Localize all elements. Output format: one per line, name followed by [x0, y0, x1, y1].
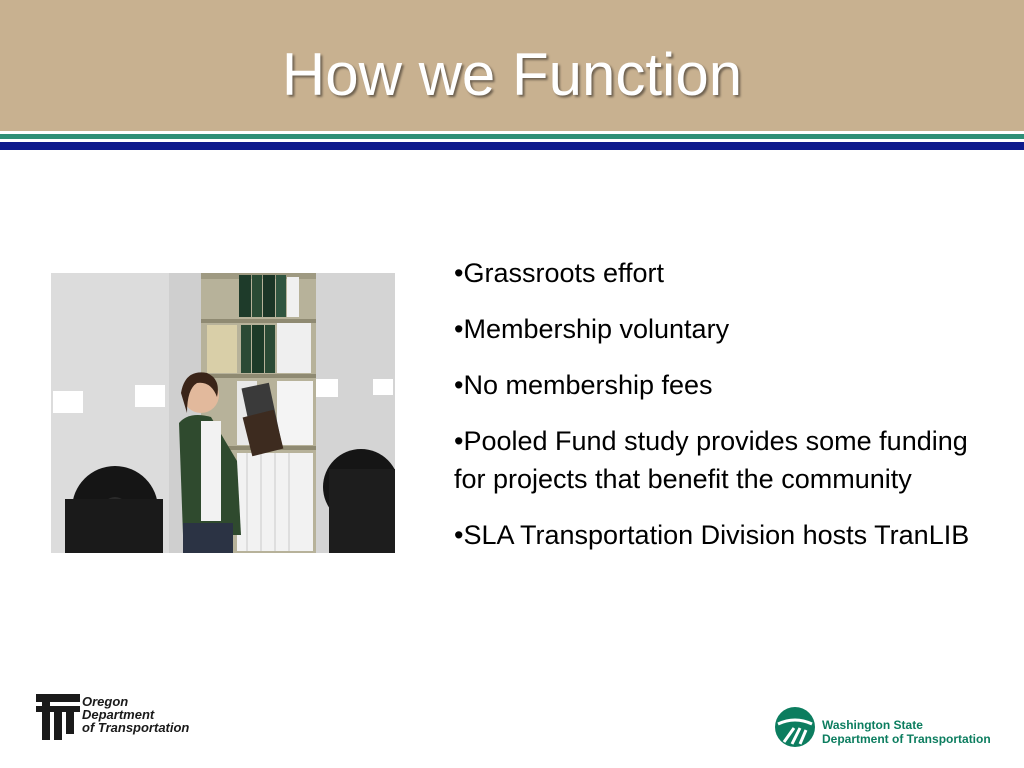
bullet-list — [454, 254, 974, 572]
wsdot-emblem-icon — [774, 706, 816, 748]
odot-wordmark: Oregon Department of Transportation — [82, 694, 190, 735]
bullet-item: •No membership fees — [454, 370, 713, 400]
slide-header — [0, 0, 1024, 131]
bullet-item: •Membership voluntary — [454, 314, 730, 344]
wsdot-wordmark: Washington State Department of Transportation — [822, 718, 991, 746]
photo-illustration — [51, 273, 395, 553]
odot-emblem-icon — [36, 690, 80, 742]
library-photo — [51, 273, 395, 553]
bullet-item: •SLA Transportation Division hosts TranLIB — [454, 520, 970, 550]
header-stripe-navy — [0, 142, 1024, 150]
bullet-item: •Pooled Fund study provides some funding for projects that benefit the community — [454, 426, 968, 494]
odot-logo — [36, 690, 216, 744]
bullet-item: •Grassroots effort — [454, 258, 665, 288]
wsdot-logo — [774, 706, 1019, 748]
slide-title: How we Function — [281, 41, 743, 108]
